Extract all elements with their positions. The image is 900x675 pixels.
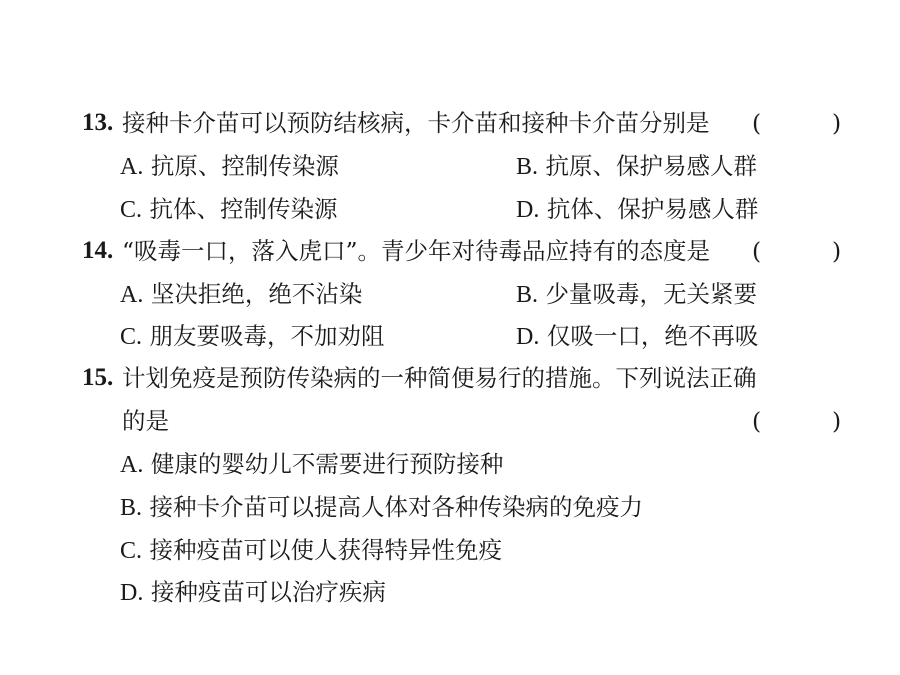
option-text: 抗原、保护易感人群 [545,152,757,180]
option-a [120,146,339,187]
option-text: 少量吸毒，无关紧要 [545,280,757,308]
option-text: 抗体、控制传染源 [149,195,338,223]
option-a [120,274,362,315]
option-text: 抗体、保护易感人群 [546,195,759,223]
option-text: 接种疫苗可以治疗疾病 [150,578,386,606]
question-stem: “吸毒一口，落入虎口”。青少年对待毒品应持有的态度是 [122,237,711,265]
question-14-stem-line [0,231,900,271]
option-text: 健康的婴幼儿不需要进行预防接种 [150,450,504,478]
option-d [516,316,758,357]
answer-paren-open: ( [752,407,762,435]
option-letter: D. [516,197,540,223]
answer-paren-close: ) [832,407,842,435]
option-letter: C. [120,324,143,350]
option-letter: B. [516,282,539,308]
question-15-option-c [0,530,900,570]
answer-paren-open: ( [752,109,762,137]
question-15-option-a [0,444,900,484]
question-number: 15. [82,364,114,391]
option-c [120,530,502,571]
option-b [516,274,757,315]
option-letter: C. [120,197,143,223]
question-stem: 计划免疫是预防传染病的一种简便易行的措施。下列说法正确 [122,364,757,392]
question-13-options-row-1 [0,146,900,186]
option-c [120,316,385,357]
option-letter: B. [516,154,539,180]
answer-paren-close: ) [832,237,842,265]
question-number: 13. [82,109,114,136]
question-14-options-row-1 [0,274,900,314]
answer-paren-open: ( [752,237,762,265]
option-text: 接种卡介苗可以提高人体对各种传染病的免疫力 [149,493,643,521]
question-15-option-d [0,572,900,612]
option-letter: D. [516,324,540,350]
question-15-option-b [0,487,900,527]
option-text: 仅吸一口，绝不再吸 [546,322,759,350]
option-d [516,189,758,230]
option-d [120,572,386,613]
option-b [120,487,643,528]
answer-paren-close: ) [832,109,842,137]
question-15-stem-line-2 [0,401,900,441]
question-13-options-row-2 [0,189,900,229]
option-letter: A. [120,282,144,308]
option-letter: A. [120,452,144,478]
option-letter: D. [120,580,144,606]
option-text: 抗原、控制传染源 [150,152,339,180]
option-letter: B. [120,495,143,521]
option-text: 坚决拒绝，绝不沾染 [150,280,363,308]
question-15-stem-line-1 [0,358,900,398]
question-number: 14. [82,237,114,264]
option-text: 接种疫苗可以使人获得特异性免疫 [149,536,502,564]
question-14-options-row-2 [0,316,900,356]
question-stem: 接种卡介苗可以预防结核病，卡介苗和接种卡介苗分别是 [122,109,710,137]
option-c [120,189,338,230]
option-letter: A. [120,154,144,180]
question-stem-continuation: 的是 [122,407,169,435]
option-text: 朋友要吸毒，不加劝阻 [149,322,385,350]
option-letter: C. [120,538,143,564]
option-a [120,444,503,485]
option-b [516,146,757,187]
question-13-stem-line [0,103,900,143]
